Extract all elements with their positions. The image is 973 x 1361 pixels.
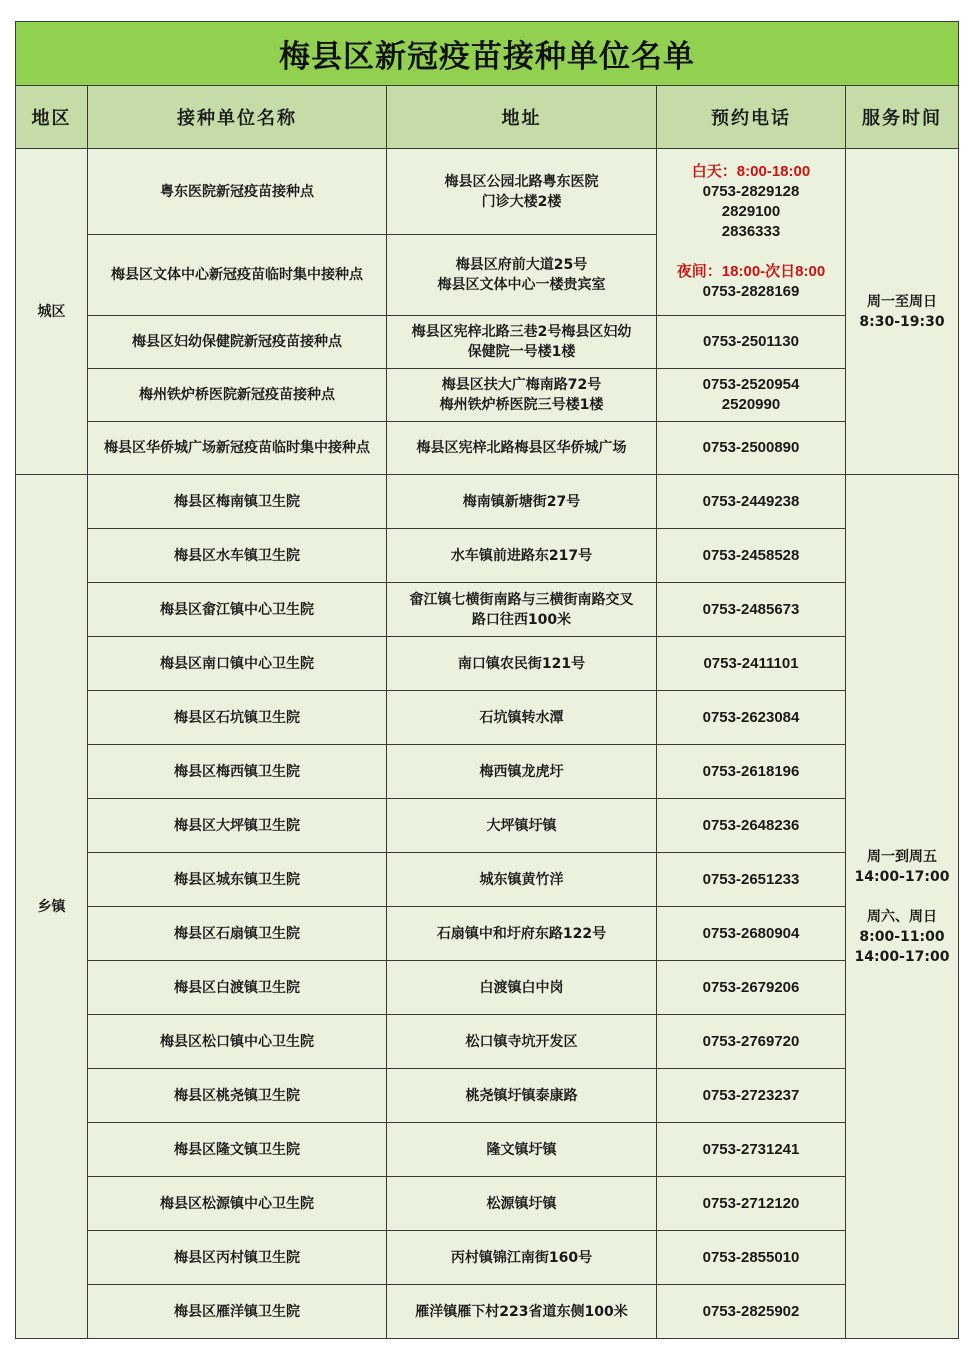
sheet-title: 梅县区新冠疫苗接种单位名单 [16, 22, 959, 86]
unit-address: 梅县区公园北路粤东医院 门诊大楼2楼 [387, 149, 657, 235]
phone-number: 0753-2411101 [657, 637, 846, 691]
unit-address: 桃尧镇圩镇泰康路 [387, 1069, 657, 1123]
phone-number: 0753-2855010 [657, 1231, 846, 1285]
table-row [16, 422, 959, 475]
phone-number: 2829100 [721, 203, 781, 220]
phone-number: 0753-2829128 [702, 183, 800, 200]
unit-name: 梅县区丙村镇卫生院 [88, 1231, 387, 1285]
unit-name: 梅县区梅南镇卫生院 [88, 475, 387, 529]
phone-number: 0753-2680904 [657, 907, 846, 961]
table-row [16, 316, 959, 369]
phone-number: 0753-2485673 [657, 583, 846, 637]
phone-number: 0753-2723237 [657, 1069, 846, 1123]
unit-name: 梅县区水车镇卫生院 [88, 529, 387, 583]
unit-address: 畲江镇七横街南路与三横街南路交叉 路口往西100米 [387, 583, 657, 637]
unit-name: 梅县区妇幼保健院新冠疫苗接种点 [88, 316, 387, 369]
unit-address: 南口镇农民街121号 [387, 637, 657, 691]
header-phone: 预约电话 [657, 86, 846, 149]
unit-address: 梅县区宪梓北路梅县区华侨城广场 [387, 422, 657, 475]
unit-name: 梅县区畲江镇中心卫生院 [88, 583, 387, 637]
unit-address: 梅县区扶大广梅南路72号 梅州铁炉桥医院三号楼1楼 [387, 369, 657, 422]
phone-number: 0753-2712120 [657, 1177, 846, 1231]
vaccination-sites-sheet [15, 21, 958, 1339]
phone-number: 0753-2731241 [657, 1123, 846, 1177]
town-service-hours: 周一到周五 14:00-17:00 周六、周日 8:00-11:00 14:00-17:00 [846, 475, 959, 1339]
phone-number: 0753-2825902 [657, 1285, 846, 1339]
unit-address: 白渡镇白中岗 [387, 961, 657, 1015]
unit-name: 梅县区白渡镇卫生院 [88, 961, 387, 1015]
unit-name: 梅县区桃尧镇卫生院 [88, 1069, 387, 1123]
urban-shared-phone [657, 149, 846, 316]
phone-number: 0753-2618196 [657, 745, 846, 799]
unit-address: 石坑镇转水潭 [387, 691, 657, 745]
unit-address: 梅县区府前大道25号 梅县区文体中心一楼贵宾室 [387, 235, 657, 316]
unit-address: 梅县区宪梓北路三巷2号梅县区妇幼 保健院一号楼1楼 [387, 316, 657, 369]
unit-name: 梅县区城东镇卫生院 [88, 853, 387, 907]
table-row [16, 853, 959, 907]
table-row [16, 1231, 959, 1285]
table-row [16, 1069, 959, 1123]
unit-name: 梅县区石坑镇卫生院 [88, 691, 387, 745]
unit-address: 松源镇圩镇 [387, 1177, 657, 1231]
table-row [16, 637, 959, 691]
table-row [16, 1015, 959, 1069]
unit-name: 梅州铁炉桥医院新冠疫苗接种点 [88, 369, 387, 422]
phone-number: 0753-2648236 [657, 799, 846, 853]
header-hours: 服务时间 [846, 86, 959, 149]
phone-number: 0753-2500890 [657, 422, 846, 475]
region-urban: 城区 [16, 149, 88, 475]
table-row [16, 369, 959, 422]
region-town: 乡镇 [16, 475, 88, 1339]
header-row [16, 86, 959, 149]
table-row [16, 1123, 959, 1177]
phone-number: 0753-2501130 [657, 316, 846, 369]
unit-name: 梅县区文体中心新冠疫苗临时集中接种点 [88, 235, 387, 316]
unit-address: 大坪镇圩镇 [387, 799, 657, 853]
unit-name: 梅县区梅西镇卫生院 [88, 745, 387, 799]
table-row [16, 149, 959, 235]
table-row [16, 745, 959, 799]
day-hours-label: 白天：8:00-18:00 [691, 163, 811, 180]
header-region: 地区 [16, 86, 88, 149]
table-row [16, 799, 959, 853]
table-row [16, 475, 959, 529]
phone-number: 0753-2828169 [702, 283, 800, 300]
phone-number: 2836333 [721, 223, 781, 240]
unit-address: 水车镇前进路东217号 [387, 529, 657, 583]
header-unit: 接种单位名称 [88, 86, 387, 149]
phone-number: 0753-2458528 [657, 529, 846, 583]
unit-address: 城东镇黄竹洋 [387, 853, 657, 907]
phone-number: 0753-2679206 [657, 961, 846, 1015]
urban-service-hours: 周一至周日 8:30-19:30 [846, 149, 959, 475]
unit-name: 粤东医院新冠疫苗接种点 [88, 149, 387, 235]
unit-address: 石扇镇中和圩府东路122号 [387, 907, 657, 961]
unit-address: 松口镇寺坑开发区 [387, 1015, 657, 1069]
phone-number: 0753-2520954 2520990 [657, 369, 846, 422]
phone-number: 0753-2449238 [657, 475, 846, 529]
table-row [16, 1285, 959, 1339]
unit-name: 梅县区华侨城广场新冠疫苗临时集中接种点 [88, 422, 387, 475]
unit-address: 梅南镇新塘街27号 [387, 475, 657, 529]
table-row [16, 907, 959, 961]
unit-address: 梅西镇龙虎圩 [387, 745, 657, 799]
unit-name: 梅县区隆文镇卫生院 [88, 1123, 387, 1177]
phone-number: 0753-2623084 [657, 691, 846, 745]
table-row [16, 961, 959, 1015]
unit-address: 丙村镇锦江南街160号 [387, 1231, 657, 1285]
unit-name: 梅县区大坪镇卫生院 [88, 799, 387, 853]
unit-name: 梅县区石扇镇卫生院 [88, 907, 387, 961]
phone-number: 0753-2769720 [657, 1015, 846, 1069]
header-address: 地址 [387, 86, 657, 149]
night-hours-label: 夜间：18:00-次日8:00 [676, 263, 826, 280]
table-row [16, 529, 959, 583]
unit-address: 隆文镇圩镇 [387, 1123, 657, 1177]
unit-address: 雁洋镇雁下村223省道东侧100米 [387, 1285, 657, 1339]
table-row [16, 691, 959, 745]
sites-table [15, 21, 959, 1339]
unit-name: 梅县区松源镇中心卫生院 [88, 1177, 387, 1231]
table-row [16, 1177, 959, 1231]
table-row [16, 583, 959, 637]
unit-name: 梅县区南口镇中心卫生院 [88, 637, 387, 691]
phone-number: 0753-2651233 [657, 853, 846, 907]
unit-name: 梅县区雁洋镇卫生院 [88, 1285, 387, 1339]
unit-name: 梅县区松口镇中心卫生院 [88, 1015, 387, 1069]
